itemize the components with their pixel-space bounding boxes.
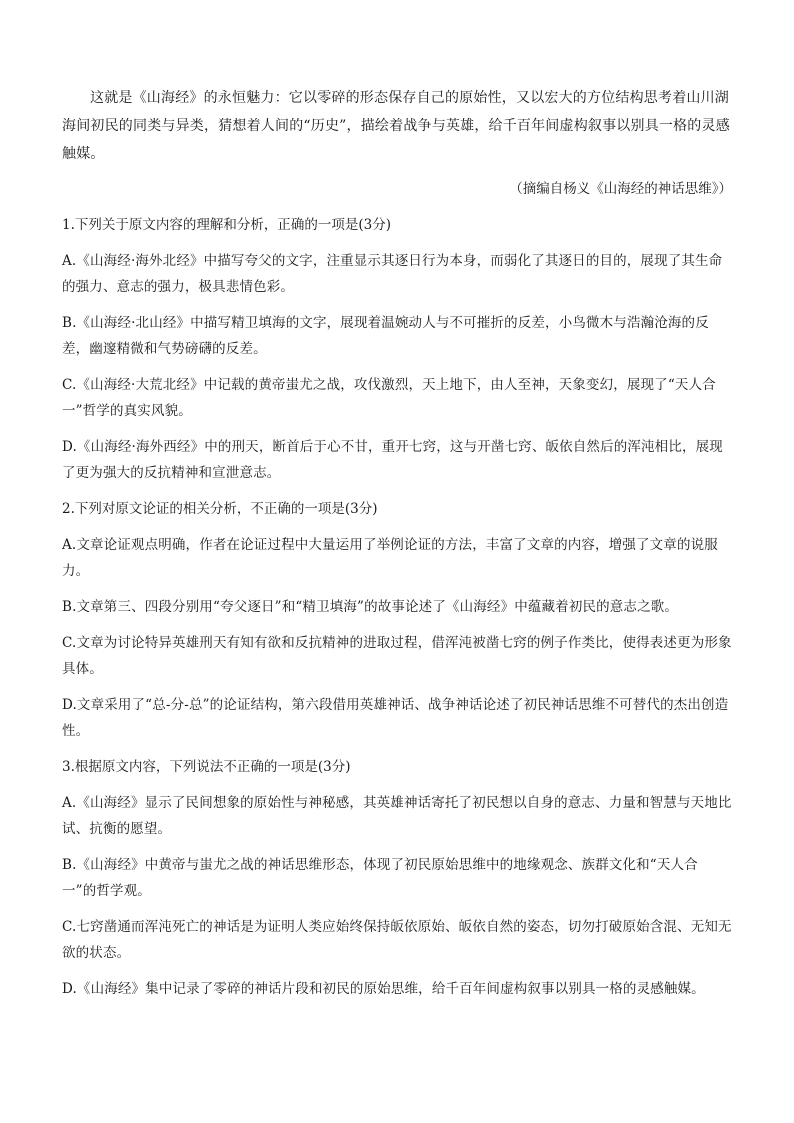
option-a: A.文章论证观点明确，作者在论证过程中大量运用了举例论证的方法，丰富了文章的内容，增强了文章的说服力。 (62, 537, 718, 579)
option-a: A.《山海经·海外北经》中描写夸父的文字，注重显示其逐日行为本身，而弱化了其逐日的目的，展现了其生命的强力、意志的强力，极具悲情色彩。 (62, 253, 723, 295)
option-a: A.《山海经》显示了民间想象的原始性与神秘感，其英雄神话寄托了初民想以自身的意志、力量和智慧与天地比试、抗衡的愿望。 (62, 795, 732, 837)
question-1 (62, 212, 732, 486)
option-c: C.七窍凿通而浑沌死亡的神话是为证明人类应始终保持皈依原始、皈依自然的姿态，切勿打破原始含混、无知无欲的状态。 (62, 919, 732, 961)
passage-source-citation: （摘编自杨义《山海经的神话思维》） (509, 181, 732, 197)
question-2 (62, 496, 732, 744)
question-3 (62, 754, 732, 1002)
option-c: C.《山海经·大荒北经》中记载的黄帝蚩尤之战，攻伐激烈，天上地下，由人至神，天象变幻，展现了“天人合一”哲学的真实风貌。 (62, 377, 716, 419)
option-d: D.文章采用了“总-分-总”的论证结构，第六段借用英雄神话、战争神话论述了初民神话思维不可替代的杰出创造性。 (62, 697, 729, 739)
question-stem: 1.下列关于原文内容的理解和分析，正确的一项是(3分) (62, 217, 392, 233)
option-b: B.文章第三、四段分别用“夸父逐日”和“精卫填海”的故事论述了《山海经》中蕴藏着初民的意志之歌。 (62, 599, 679, 615)
option-d: D.《山海经》集中记录了零碎的神话片段和初民的原始思维，给千百年间虚构叙事以别具一格的灵感触媒。 (62, 981, 705, 997)
option-c: C.文章为讨论特异英雄刑天有知有欲和反抗精神的进取过程，借浑沌被凿七窍的例子作类比，使得表述更为形象具体。 (62, 635, 732, 677)
option-b: B.《山海经》中黄帝与蚩尤之战的神话思维形态，体现了初民原始思维中的地缘观念、族群文化和“天人合一”的哲学观。 (62, 857, 698, 899)
option-d: D.《山海经·海外西经》中的刑天，断首后于心不甘，重开七窍，这与开凿七窍、皈依自然后的浑沌相比，展现了更为强大的反抗精神和宣泄意志。 (62, 439, 723, 481)
passage-closing-paragraph: 这就是《山海经》的永恒魅力：它以零碎的形态保存自己的原始性，又以宏大的方位结构思考着山川湖海间初民的同类与异类，猜想着人间的“历史”，描绘着战争与英雄，给千百年间虚构叙事以别具一格的灵感触媒。 (62, 90, 730, 162)
document-page (62, 84, 732, 1012)
question-stem: 3.根据原文内容，下列说法不正确的一项是(3分) (62, 759, 351, 775)
option-b: B.《山海经·北山经》中描写精卫填海的文字，展现着温婉动人与不可摧折的反差，小鸟微木与浩瀚沧海的反差，幽邃精微和气势磅礴的反差。 (62, 315, 709, 357)
question-stem: 2.下列对原文论证的相关分析，不正确的一项是(3分) (62, 501, 378, 517)
